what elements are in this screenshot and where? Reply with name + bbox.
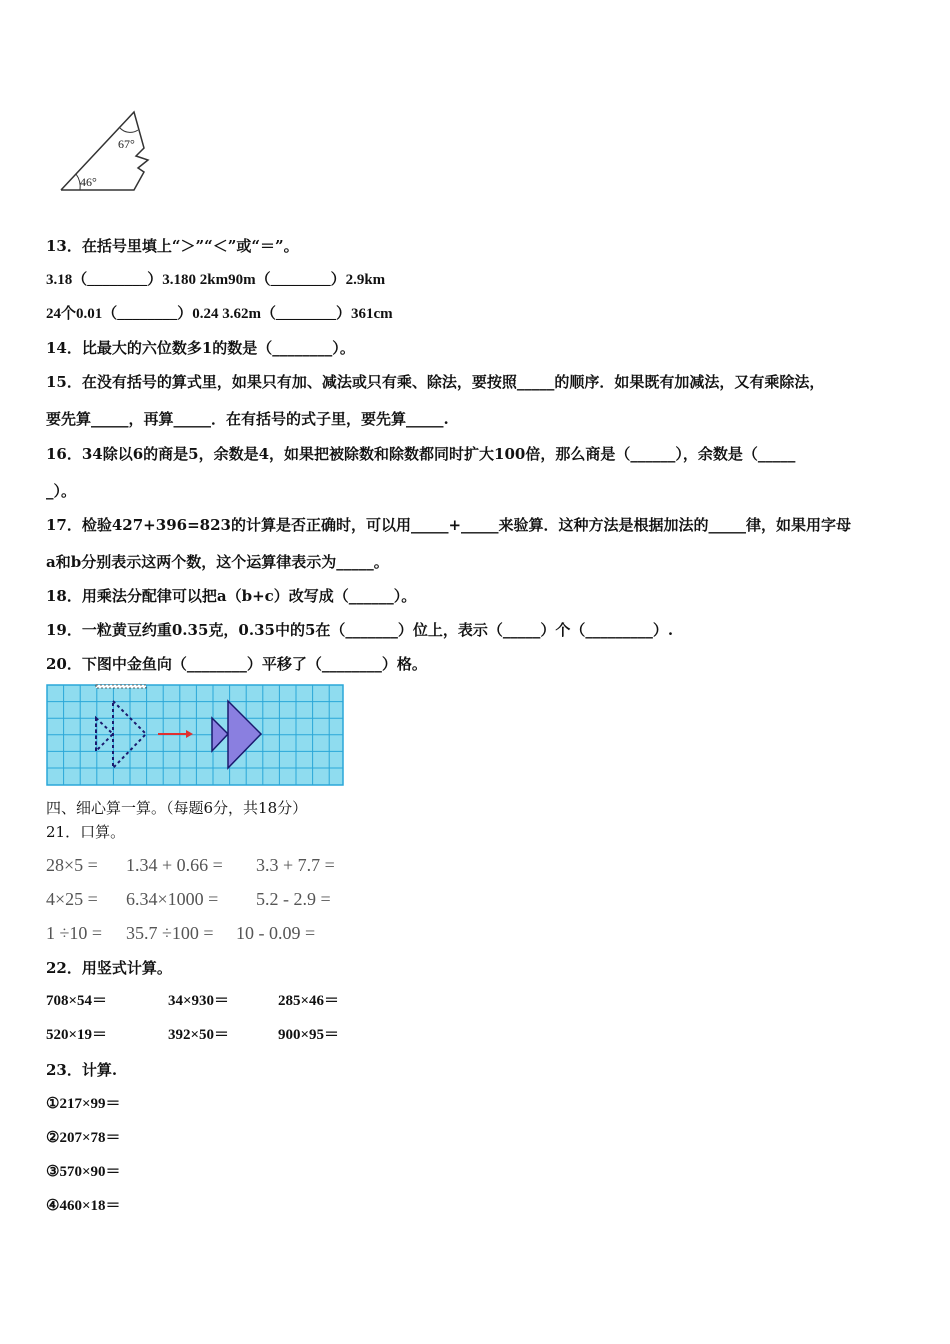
q22-item: 285×46＝ xyxy=(278,993,340,1009)
q15-line1: 15．在没有括号的算式里，如果只有加、减法或只有乘、除法，要按照_____的顺序．如果既有加减法，又有乘除法， xyxy=(46,373,825,391)
q22-item: 34×930＝ xyxy=(168,993,230,1009)
q20-text: 20．下图中金鱼向（________）平移了（________）格。 xyxy=(46,655,427,673)
q21-title: 21．口算。 xyxy=(46,823,126,841)
angle-top-label: 67° xyxy=(118,137,135,151)
triangle-figure xyxy=(58,108,158,194)
q21-row2 xyxy=(46,888,331,910)
q23-title: 23．计算. xyxy=(46,1061,118,1079)
q13-title: 13．在括号里填上“＞”“＜”或“＝”。 xyxy=(46,237,299,255)
dashed-box xyxy=(96,685,146,688)
q17-line1: 17．检验427+396=823的计算是否正确时，可以用_____+_____来验算．这种方法是根据加法的_____律，如果用字母 xyxy=(46,516,852,534)
q23-item-1: ①217×99＝ xyxy=(46,1096,121,1112)
q22-item: 708×54＝ xyxy=(46,993,108,1009)
q22-item: 520×19＝ xyxy=(46,1027,108,1043)
q21-item: 1.34 + 0.66 = xyxy=(126,855,223,875)
q17-line2: a和b分别表示这两个数，这个运算律表示为_____。 xyxy=(46,553,389,571)
q21-item: 5.2 - 2.9 = xyxy=(256,889,331,909)
triangle-outline xyxy=(61,112,148,190)
q22-item: 900×95＝ xyxy=(278,1027,340,1043)
q23-item-3: ③570×90＝ xyxy=(46,1164,121,1180)
section4-title: 四、细心算一算。（每题6分，共18分） xyxy=(46,799,308,817)
q22-item: 392×50＝ xyxy=(168,1027,230,1043)
q14-text: 14．比最大的六位数多1的数是（________）。 xyxy=(46,339,355,357)
q21-item: 6.34×1000 = xyxy=(126,889,219,909)
q21-item: 35.7 ÷100 = xyxy=(126,923,214,943)
q21-item: 28×5 = xyxy=(46,855,98,875)
q21-item: 3.3 + 7.7 = xyxy=(256,855,335,875)
q18-text: 18．用乘法分配律可以把a（b+c）改写成（______）。 xyxy=(46,587,417,605)
q21-row3 xyxy=(46,922,315,944)
q13-row2: 24个0.01（________）0.24 3.62m（________）361cm xyxy=(46,306,393,322)
angle-left-label: 46° xyxy=(80,175,97,189)
q13-row1: 3.18（________）3.180 2km90m（________）2.9km xyxy=(46,272,386,288)
q21-item: 10 - 0.09 = xyxy=(236,923,316,943)
q19-text: 19．一粒黄豆约重0.35克，0.35中的5在（_______）位上，表示（_____）个（_________）. xyxy=(46,621,674,639)
q23-item-4: ④460×18＝ xyxy=(46,1198,121,1214)
q22-title: 22．用竖式计算。 xyxy=(46,959,172,977)
q21-item: 1 ÷10 = xyxy=(46,923,103,943)
q16-line2: _）。 xyxy=(46,482,77,500)
q21-item: 4×25 = xyxy=(46,889,98,909)
q23-item-2: ②207×78＝ xyxy=(46,1130,121,1146)
q16-line1: 16．34除以6的商是5，余数是4，如果把被除数和除数都同时扩大100倍，那么商是（______），余数是（_____ xyxy=(46,445,796,463)
q21-row1 xyxy=(46,854,335,876)
fish-grid-figure xyxy=(46,684,344,786)
q15-line2: 要先算_____，再算_____．在有括号的式子里，要先算_____. xyxy=(46,410,449,428)
